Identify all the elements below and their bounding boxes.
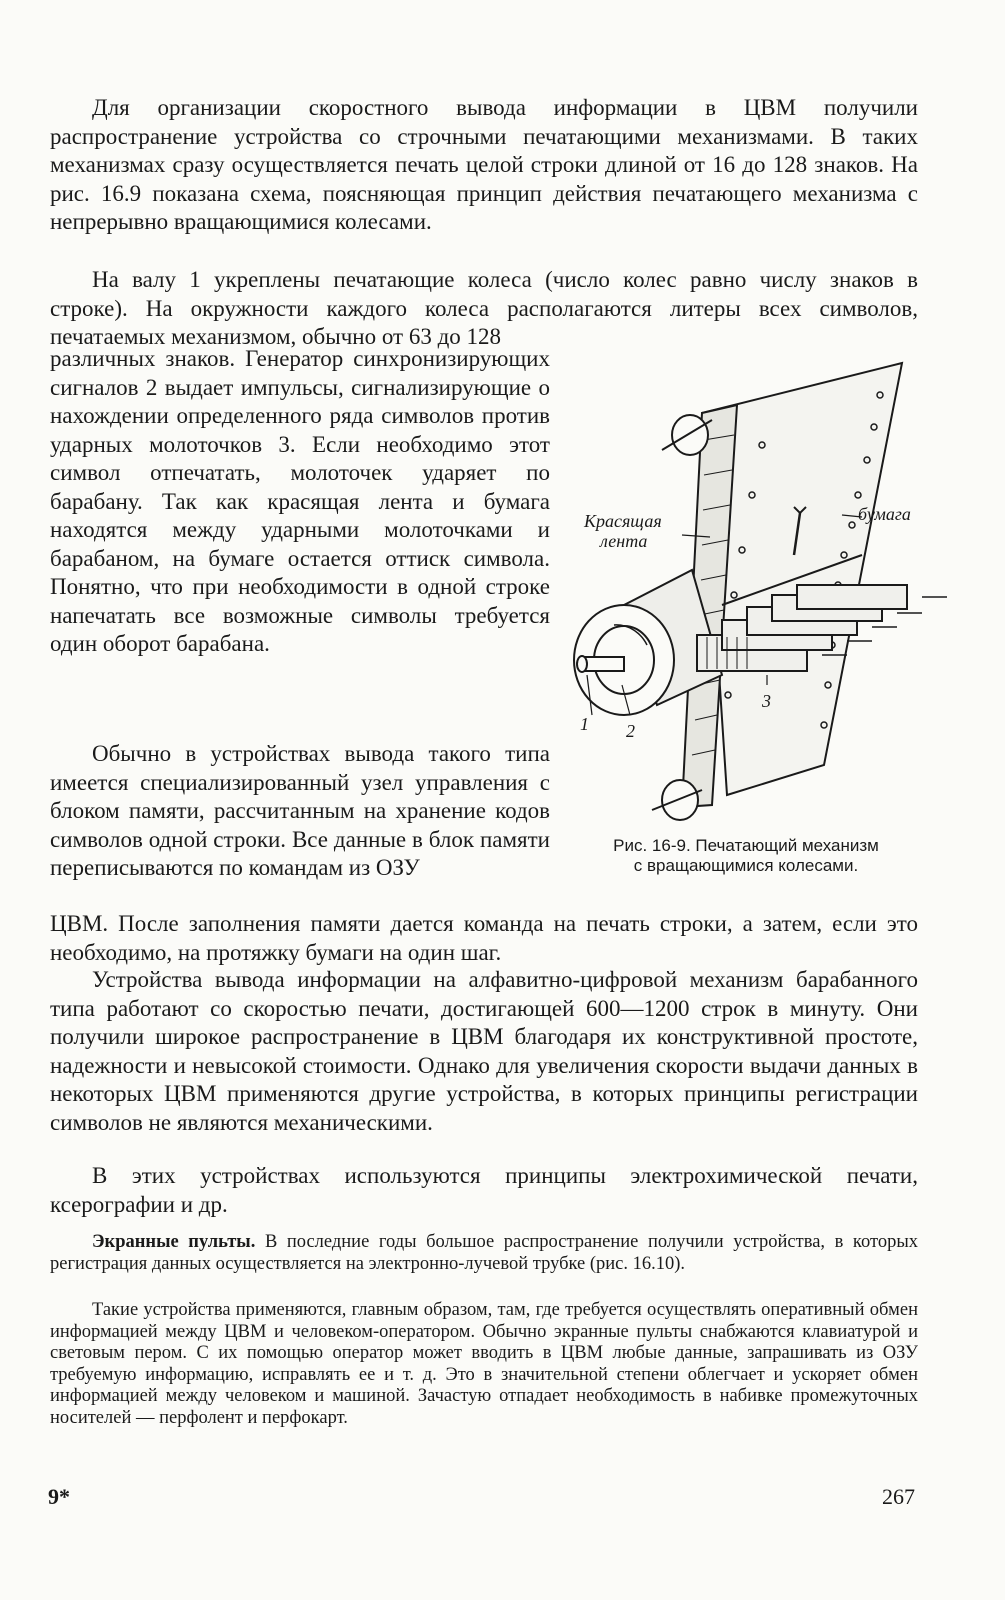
paragraph-screen-consoles-use: Такие устройства применяются, главным образом, там, где требуется осуществлять оперативный обмен информацией между ЦВМ и человеком-оператором. Обычно экранные пульты снабжаются клавиатурой и световым пером. С их помощью оператор может вводить в ЦВМ любые данные, запрашивать из ОЗУ требуемую информацию, исправлять ее и т. д. Это в значительной степени облегчает и ускоряет обмен информацией между человеком и машиной. Зачастую отпадает необходимость в набивке промежуточных носителей — перфолент и перфокарт. [50,1300,918,1428]
section-heading-text: В последние годы большое распространение получили устройства, в которых регистрация данных осуществляется на электронно-лучевой трубке (рис. 16.10). [50,1232,919,1274]
page-number: 267 [882,1484,915,1509]
label-num-1: 1 [580,714,589,734]
figure-caption-line-2: с вращающимися колесами. [633,856,859,875]
paragraph-shaft-wrap: различных знаков. Генератор синхронизирующих сигналов 2 выдает импульсы, сигнализирующие о нахождении определенного ряда символов против ударных молоточков 3. Если необходимо этот символ отпечатать, молоточек ударяет по барабану. Так как красящая лента и бумага находятся между ударными молоточками и барабаном, на бумаге остается оттиск символа. Понятно, что при необходимости в одной строке напечатать все возможные символы требуется один оборот барабана. [50,346,550,656]
paragraph-shaft: На валу 1 укреплены печатающие колеса (число колес равно числу знаков в строке). На окружности каждого колеса располагаются литеры всех символов, печатаемых механизмом, обычно от 63 до 128 [50,267,918,349]
drum-shaft [582,657,624,671]
figure-caption-line-1: Рис. 16-9. Печатающий механизм [613,836,879,855]
figure-caption [566,836,926,876]
printing-mechanism-figure [562,345,962,835]
paragraph-other-principles: В этих устройствах используются принципы электрохимической печати, ксерографии и др. [50,1163,918,1217]
label-num-2: 2 [626,721,635,741]
label-ribbon-2: лента [600,531,648,551]
label-paper: бумага [858,504,911,524]
section-heading: Экранные пульты. [92,1232,256,1252]
bottom-roller [662,780,698,820]
paragraph-intro: Для организации скоростного вывода информации в ЦВМ получили распространение устройства со строчными печатающими механизмами. В таких механизмах сразу осуществляется печать целой строки длиной от 16 до 128 знаков. На рис. 16.9 показана схема, поясняющая принцип действия печатающего механизма с непрерывно вращающимися колесами. [50,95,918,234]
paragraph-screen-consoles [50,1232,918,1275]
paragraph-drum-speed: Устройства вывода информации на алфавитно-цифровой механизм барабанного типа работают со скоростью печати, достигающей 600—1200 строк в минуту. Они получили широкое распространение в ЦВМ благодаря их конструктивной простоте, надежности и невысокой стоимости. Однако для увеличения скорости выдачи данных в некоторых ЦВМ применяются другие устройства, в которых принципы регистрации символов не являются механическими. [50,967,918,1135]
paragraph-control-unit: Обычно в устройствах вывода такого типа имеется специализированный узел управления с блоком памяти, рассчитанным на хранение кодов символов одной строки. Все данные в блок памяти переписываются по командам из ОЗУ [50,741,550,880]
label-ribbon-1: Красящая [584,511,662,531]
top-roller [672,415,708,455]
label-num-3: 3 [762,691,771,711]
paragraph-control-unit-cont: ЦВМ. После заполнения памяти дается команда на печать строки, а затем, если это необходимо, на протяжку бумаги на один шаг. [50,911,918,965]
signature-mark: 9* [48,1484,70,1509]
